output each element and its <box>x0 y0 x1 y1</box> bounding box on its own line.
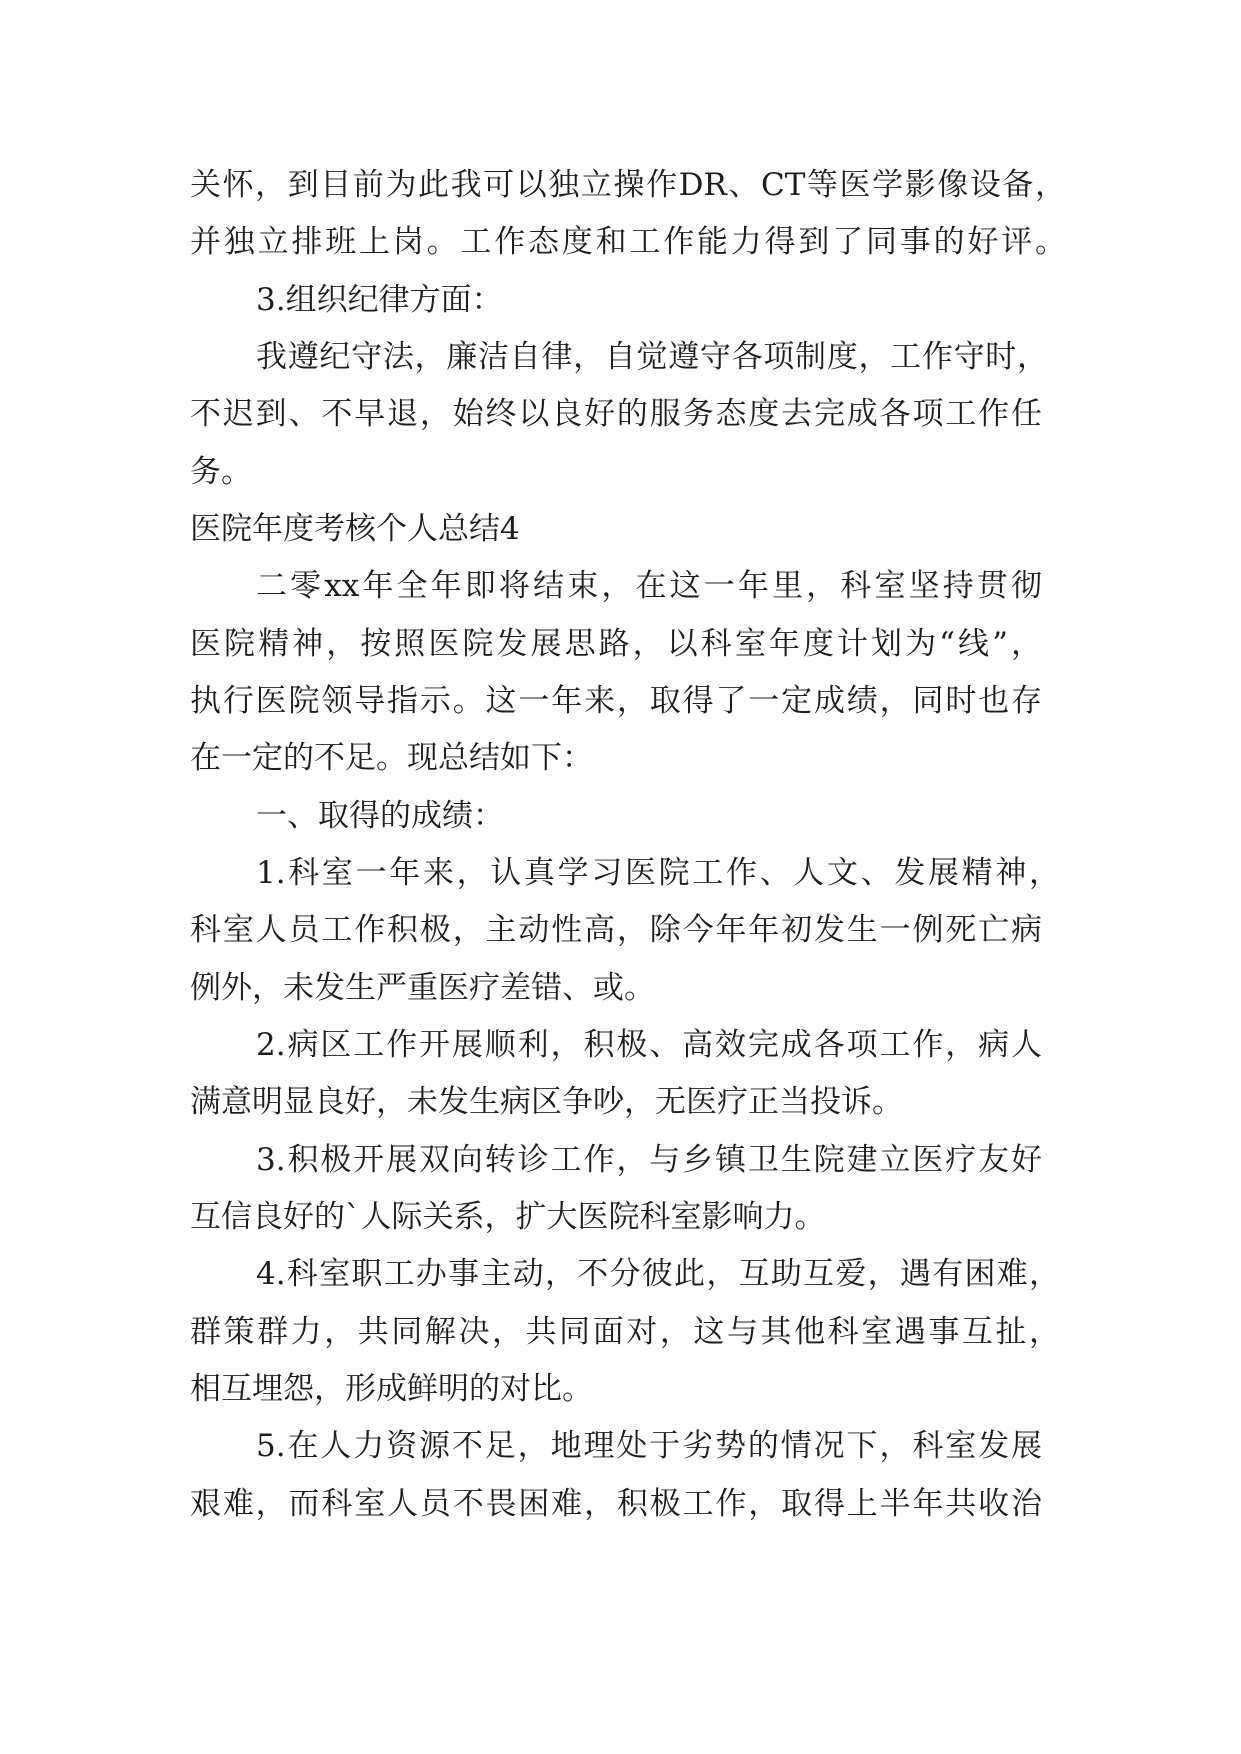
body-text-line: 不迟到、不早退，始终以良好的服务态度去完成各项工作任 <box>190 396 1042 432</box>
body-text-line: 艰难，而科室人员不畏困难，积极工作，取得上半年共收治 <box>190 1486 1042 1522</box>
body-text-line: 5.在人力资源不足，地理处于劣势的情况下，科室发展 <box>256 1428 1042 1464</box>
body-text-line: 群策群力，共同解决，共同面对，这与其他科室遇事互扯， <box>190 1314 1060 1350</box>
body-text-line: 在一定的不足。现总结如下： <box>190 740 593 776</box>
article-title: 医院年度考核个人总结4 <box>190 511 520 547</box>
body-text-line: 医院精神，按照医院发展思路，以科室年度计划为“线”， <box>190 626 1042 662</box>
section-heading: 一、取得的成绩： <box>256 798 504 834</box>
section-heading: 3.组织纪律方面： <box>256 282 503 318</box>
body-text-line: 相互埋怨，形成鲜明的对比。 <box>190 1371 593 1407</box>
body-text-line: 务。 <box>190 454 252 490</box>
body-text-line: 执行医院领导指示。这一年来，取得了一定成绩，同时也存 <box>190 683 1042 719</box>
body-text-line: 二零xx年全年即将结束，在这一年里，科室坚持贯彻 <box>256 568 1042 604</box>
body-text-line: 科室人员工作积极，主动性高，除今年年初发生一例死亡病 <box>190 912 1042 948</box>
body-text-line: 并独立排班上岗。工作态度和工作能力得到了同事的好评。 <box>190 224 1066 260</box>
body-text-line: 满意明显良好，未发生病区争吵，无医疗正当投诉。 <box>190 1084 903 1120</box>
body-text-line: 3.积极开展双向转诊工作，与乡镇卫生院建立医疗友好 <box>256 1142 1042 1178</box>
body-text-line: 1.科室一年来，认真学习医院工作、人文、发展精神， <box>256 855 1060 891</box>
body-text-line: 我遵纪守法，廉洁自律，自觉遵守各项制度，工作守时， <box>256 339 1048 375</box>
body-text-line: 例外，未发生严重医疗差错、或。 <box>190 970 655 1006</box>
body-text-line: 2.病区工作开展顺利，积极、高效完成各项工作，病人 <box>256 1027 1042 1063</box>
body-text-line: 关怀，到目前为此我可以独立操作DR、CT等医学影像设备， <box>190 167 1066 203</box>
body-text-line: 互信良好的`人际关系，扩大医院科室影响力。 <box>190 1199 826 1235</box>
body-text-line: 4.科室职工办事主动，不分彼此，互助互爱，遇有困难， <box>256 1256 1060 1292</box>
